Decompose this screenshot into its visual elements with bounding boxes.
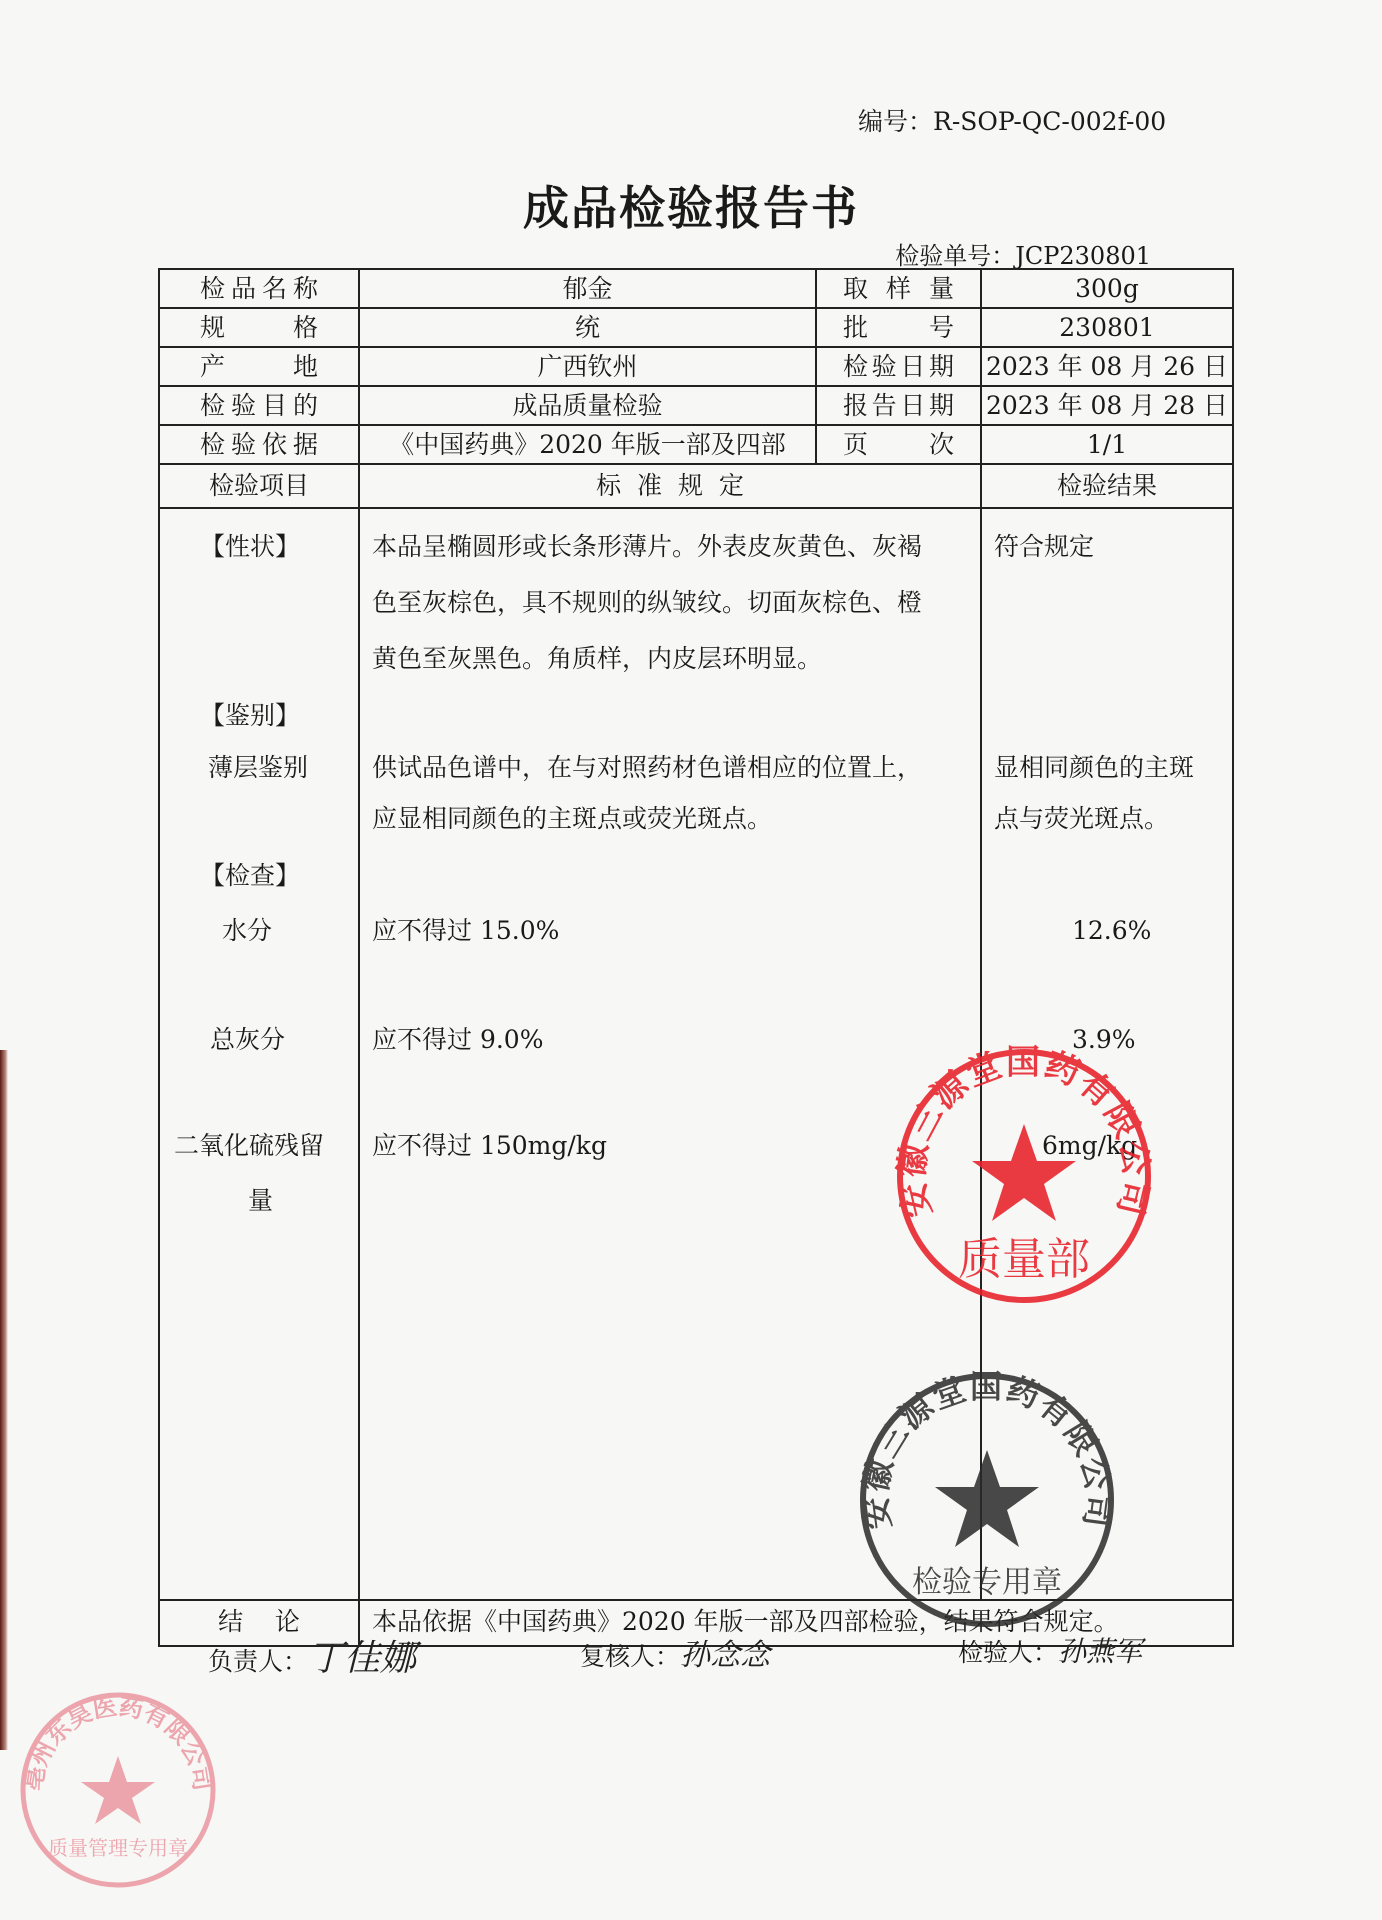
quality-dept-stamp — [891, 1042, 1157, 1306]
result-tlc: 显相同颜色的主斑 — [994, 753, 1195, 782]
inspector-label: 检验人： — [958, 1638, 1059, 1667]
stamp-ring-text: 安徽三源堂国药有限公司 — [855, 1367, 1119, 1532]
star-icon — [81, 1756, 155, 1824]
info-row — [160, 387, 1232, 426]
standard-line: 供试品色谱中，在与对照药材色谱相应的位置上， — [372, 753, 923, 782]
label: 检验日期 — [817, 348, 982, 385]
inspection-number: 检验单号：JCP230801 — [895, 242, 1151, 270]
reviewer-signature-name: 孙念念 — [680, 1638, 771, 1673]
stamp-ring-text: 亳州东昊医药有限公司 — [19, 1692, 217, 1793]
responsible-signature — [208, 1630, 416, 1681]
inspector-signature — [958, 1630, 1142, 1670]
result-appearance: 符合规定 — [994, 532, 1095, 561]
item-tlc: 薄层鉴别 — [208, 753, 309, 782]
result-moisture: 12.6% — [1072, 916, 1152, 945]
section-check: 【检查】 — [200, 861, 301, 890]
result-so2: 6mg/kg — [1042, 1131, 1138, 1160]
result-ash: 3.9% — [1072, 1025, 1136, 1054]
label: 批号 — [817, 309, 982, 346]
value: 广西钦州 — [360, 348, 817, 385]
stamp-center-text: 检验专用章 — [912, 1565, 1062, 1600]
scan-edge — [0, 1050, 8, 1750]
column-header-row — [160, 465, 1232, 509]
standard-ash: 应不得过 9.0% — [372, 1025, 544, 1054]
header-result: 检验结果 — [1056, 471, 1157, 500]
stamp-center-text: 质量部 — [958, 1234, 1090, 1285]
label: 规格 — [160, 309, 360, 346]
label: 检验依据 — [160, 426, 360, 463]
result-tlc-cont: 点与荧光斑点。 — [994, 804, 1170, 833]
label: 检品名称 — [160, 270, 360, 307]
item-so2-cont: 量 — [248, 1186, 274, 1215]
receiver-stamp — [18, 1690, 218, 1890]
conclusion-text: 本品依据《中国药典》2020 年版一部及四部检验，结果符合规定。 — [372, 1607, 1119, 1636]
info-row — [160, 348, 1232, 387]
value: 《中国药典》2020 年版一部及四部 — [360, 426, 817, 463]
standard-line: 色至灰棕色，具不规则的纵皱纹。切面灰棕色、橙 — [372, 588, 923, 617]
value: 统 — [360, 309, 817, 346]
value: 300g — [1075, 274, 1139, 303]
document-number: 编号：R-SOP-QC-002f-00 — [858, 107, 1167, 136]
value: 230801 — [1059, 313, 1155, 342]
label: 取样量 — [817, 270, 982, 307]
standard-line: 本品呈椭圆形或长条形薄片。外表皮灰黄色、灰褐 — [372, 532, 923, 561]
stamp-center-text: 质量管理专用章 — [48, 1836, 188, 1860]
inspector-signature-name: 孙燕军 — [1058, 1635, 1143, 1668]
item-moisture: 水分 — [222, 916, 273, 945]
reviewer-signature — [580, 1630, 770, 1674]
item-so2: 二氧化硫残留 — [174, 1131, 325, 1160]
responsible-label: 负责人： — [208, 1647, 309, 1676]
stamp-ring-text: 安徽三源堂国药有限公司 — [891, 1042, 1157, 1222]
section-appearance: 【性状】 — [200, 532, 301, 561]
reviewer-label: 复核人： — [580, 1642, 681, 1671]
label: 产地 — [160, 348, 360, 385]
item-ash: 总灰分 — [210, 1025, 286, 1054]
report-title: 成品检验报告书 — [523, 181, 859, 235]
value: 郁金 — [360, 270, 817, 307]
value: 1/1 — [1086, 430, 1128, 459]
info-row — [160, 270, 1232, 309]
header-standard: 标 准 规 定 — [360, 465, 982, 507]
section-identification: 【鉴别】 — [200, 701, 301, 730]
value: 2023 年 08 月 26 日 — [986, 352, 1228, 381]
inspection-stamp — [855, 1367, 1119, 1630]
responsible-signature-name: 丁佳娜 — [308, 1638, 417, 1679]
star-icon — [972, 1124, 1076, 1221]
conclusion-label: 结 论 — [160, 1601, 360, 1645]
value: 2023 年 08 月 28 日 — [986, 391, 1228, 420]
value: 成品质量检验 — [360, 387, 817, 424]
label: 页次 — [817, 426, 982, 463]
info-row — [160, 426, 1232, 465]
standard-so2: 应不得过 150mg/kg — [372, 1131, 607, 1160]
item-column — [160, 509, 360, 1599]
standard-line: 应显相同颜色的主斑点或荧光斑点。 — [372, 804, 773, 833]
star-icon — [935, 1450, 1039, 1547]
info-row — [160, 309, 1232, 348]
label: 检验目的 — [160, 387, 360, 424]
label: 报告日期 — [817, 387, 982, 424]
standard-line: 黄色至灰黑色。角质样，内皮层环明显。 — [372, 644, 823, 673]
header-item: 检验项目 — [160, 465, 360, 507]
standard-moisture: 应不得过 15.0% — [372, 916, 560, 945]
